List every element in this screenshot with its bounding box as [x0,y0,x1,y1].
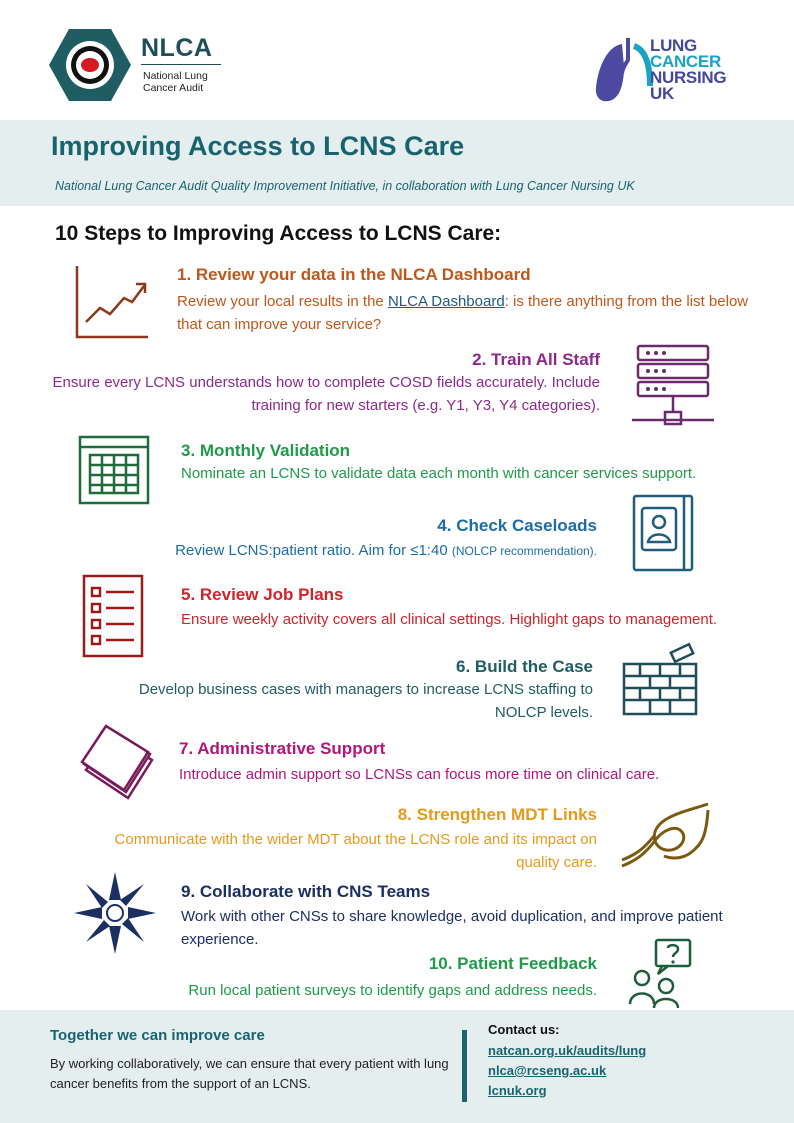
footer [0,1010,794,1123]
step-6-title: 6. Build the Case [456,657,593,676]
steps-heading: 10 Steps to Improving Access to LCNS Care: [55,222,502,245]
step-5 [181,584,741,631]
nlca-dashboard-link[interactable]: NLCA Dashboard [387,293,505,310]
server-icon [630,344,716,426]
hands-circle-icon [72,870,158,956]
people-question-icon [628,938,694,1010]
step-5-title: 5. Review Job Plans [181,585,344,604]
contact-label: Contact us: [488,1022,560,1037]
nlca-logo-subtitle: National Lung Cancer Audit [143,70,208,94]
calendar-icon [78,435,150,505]
step-2-title: 2. Train All Staff [472,350,600,369]
page-title: Improving Access to LCNS Care [51,131,465,161]
step-6 [70,656,593,724]
step-3-description: Nominate an LCNS to validate data each month with cancer services support. [181,465,697,482]
step-1-description [177,290,757,336]
step-6-description: Develop business cases with managers to increase LCNS staffing to NOLCP levels. [138,681,593,721]
step-3-title: 3. Monthly Validation [181,441,351,460]
step-4 [100,515,597,563]
step-9-description: Work with other CNSs to share knowledge, avoid duplication, and improve patient experience. [181,908,723,948]
footer-title: Together we can improve care [50,1027,265,1044]
lcnuk-line-2: CANCER [650,52,721,71]
step-10-title: 10. Patient Feedback [428,954,597,973]
paper-stack-icon [78,724,156,802]
step-1 [177,264,757,336]
footer-divider [462,1030,467,1102]
brick-wall-icon [620,642,700,718]
nlca-logo-title: NLCA [141,34,213,62]
nlca-logo [48,28,228,104]
title-banner [0,120,794,206]
step-1-title: 1. Review your data in the NLCA Dashboard [177,265,531,284]
line-chart-icon [74,264,150,340]
lcnuk-line-4: UK [650,84,674,103]
step-8 [60,804,597,874]
step-7 [179,738,759,786]
lcnuk-link[interactable]: lcnuk.org [488,1083,547,1098]
step-4-desc-note: (NOLCP recommendation). [451,544,597,558]
step-8-description: Communicate with the wider MDT about the LCNS role and its impact on quality care. [114,831,597,871]
step-1-desc-post: : is there anything from the list below that can improve your service? [177,293,749,333]
email-link[interactable]: nlca@rcseng.ac.uk [488,1063,607,1078]
step-4-desc-main: Review LCNS:patient ratio. Aim for ≤1:40 [175,542,452,559]
step-7-description: Introduce admin support so LCNSs can focus more time on clinical care. [179,766,660,783]
natcan-link[interactable]: natcan.org.uk/audits/lung [488,1043,647,1058]
step-5-description: Ensure weekly activity covers all clinical settings. Highlight gaps to management. [181,611,718,628]
step-7-title: 7. Administrative Support [179,739,386,758]
step-2 [40,349,600,417]
step-9-title: 9. Collaborate with CNS Teams [181,882,431,901]
lcnuk-line-3: NURSING [650,68,727,87]
step-8-title: 8. Strengthen MDT Links [397,805,597,824]
step-10 [100,953,597,1002]
step-1-desc-pre: Review your local results in the [177,293,388,310]
lcnuk-logo [594,36,754,108]
nlca-hexagon-icon [48,28,132,102]
page-subtitle: National Lung Cancer Audit Quality Improvement Initiative, in collaboration with Lung Cancer Nursing UK [55,179,635,193]
step-4-title: 4. Check Caseloads [437,516,597,535]
step-3 [181,440,741,485]
lcnuk-line-1: LUNG [650,36,697,55]
lcnuk-logo-text [650,38,726,102]
nlca-logo-rule [141,64,221,65]
contact-book-icon [632,494,696,572]
footer-text: By working collaboratively, we can ensure that every patient with lung cancer benefits from the support of an LCNS. [50,1056,449,1091]
step-2-description: Ensure every LCNS understands how to complete COSD fields accurately. Include training for new starters (e.g. Y1, Y3, Y4 categories). [52,374,600,414]
step-10-description: Run local patient surveys to identify gaps and address needs. [188,982,597,999]
step-4-description [100,539,597,563]
knot-icon [620,800,710,872]
checklist-icon [82,574,144,658]
